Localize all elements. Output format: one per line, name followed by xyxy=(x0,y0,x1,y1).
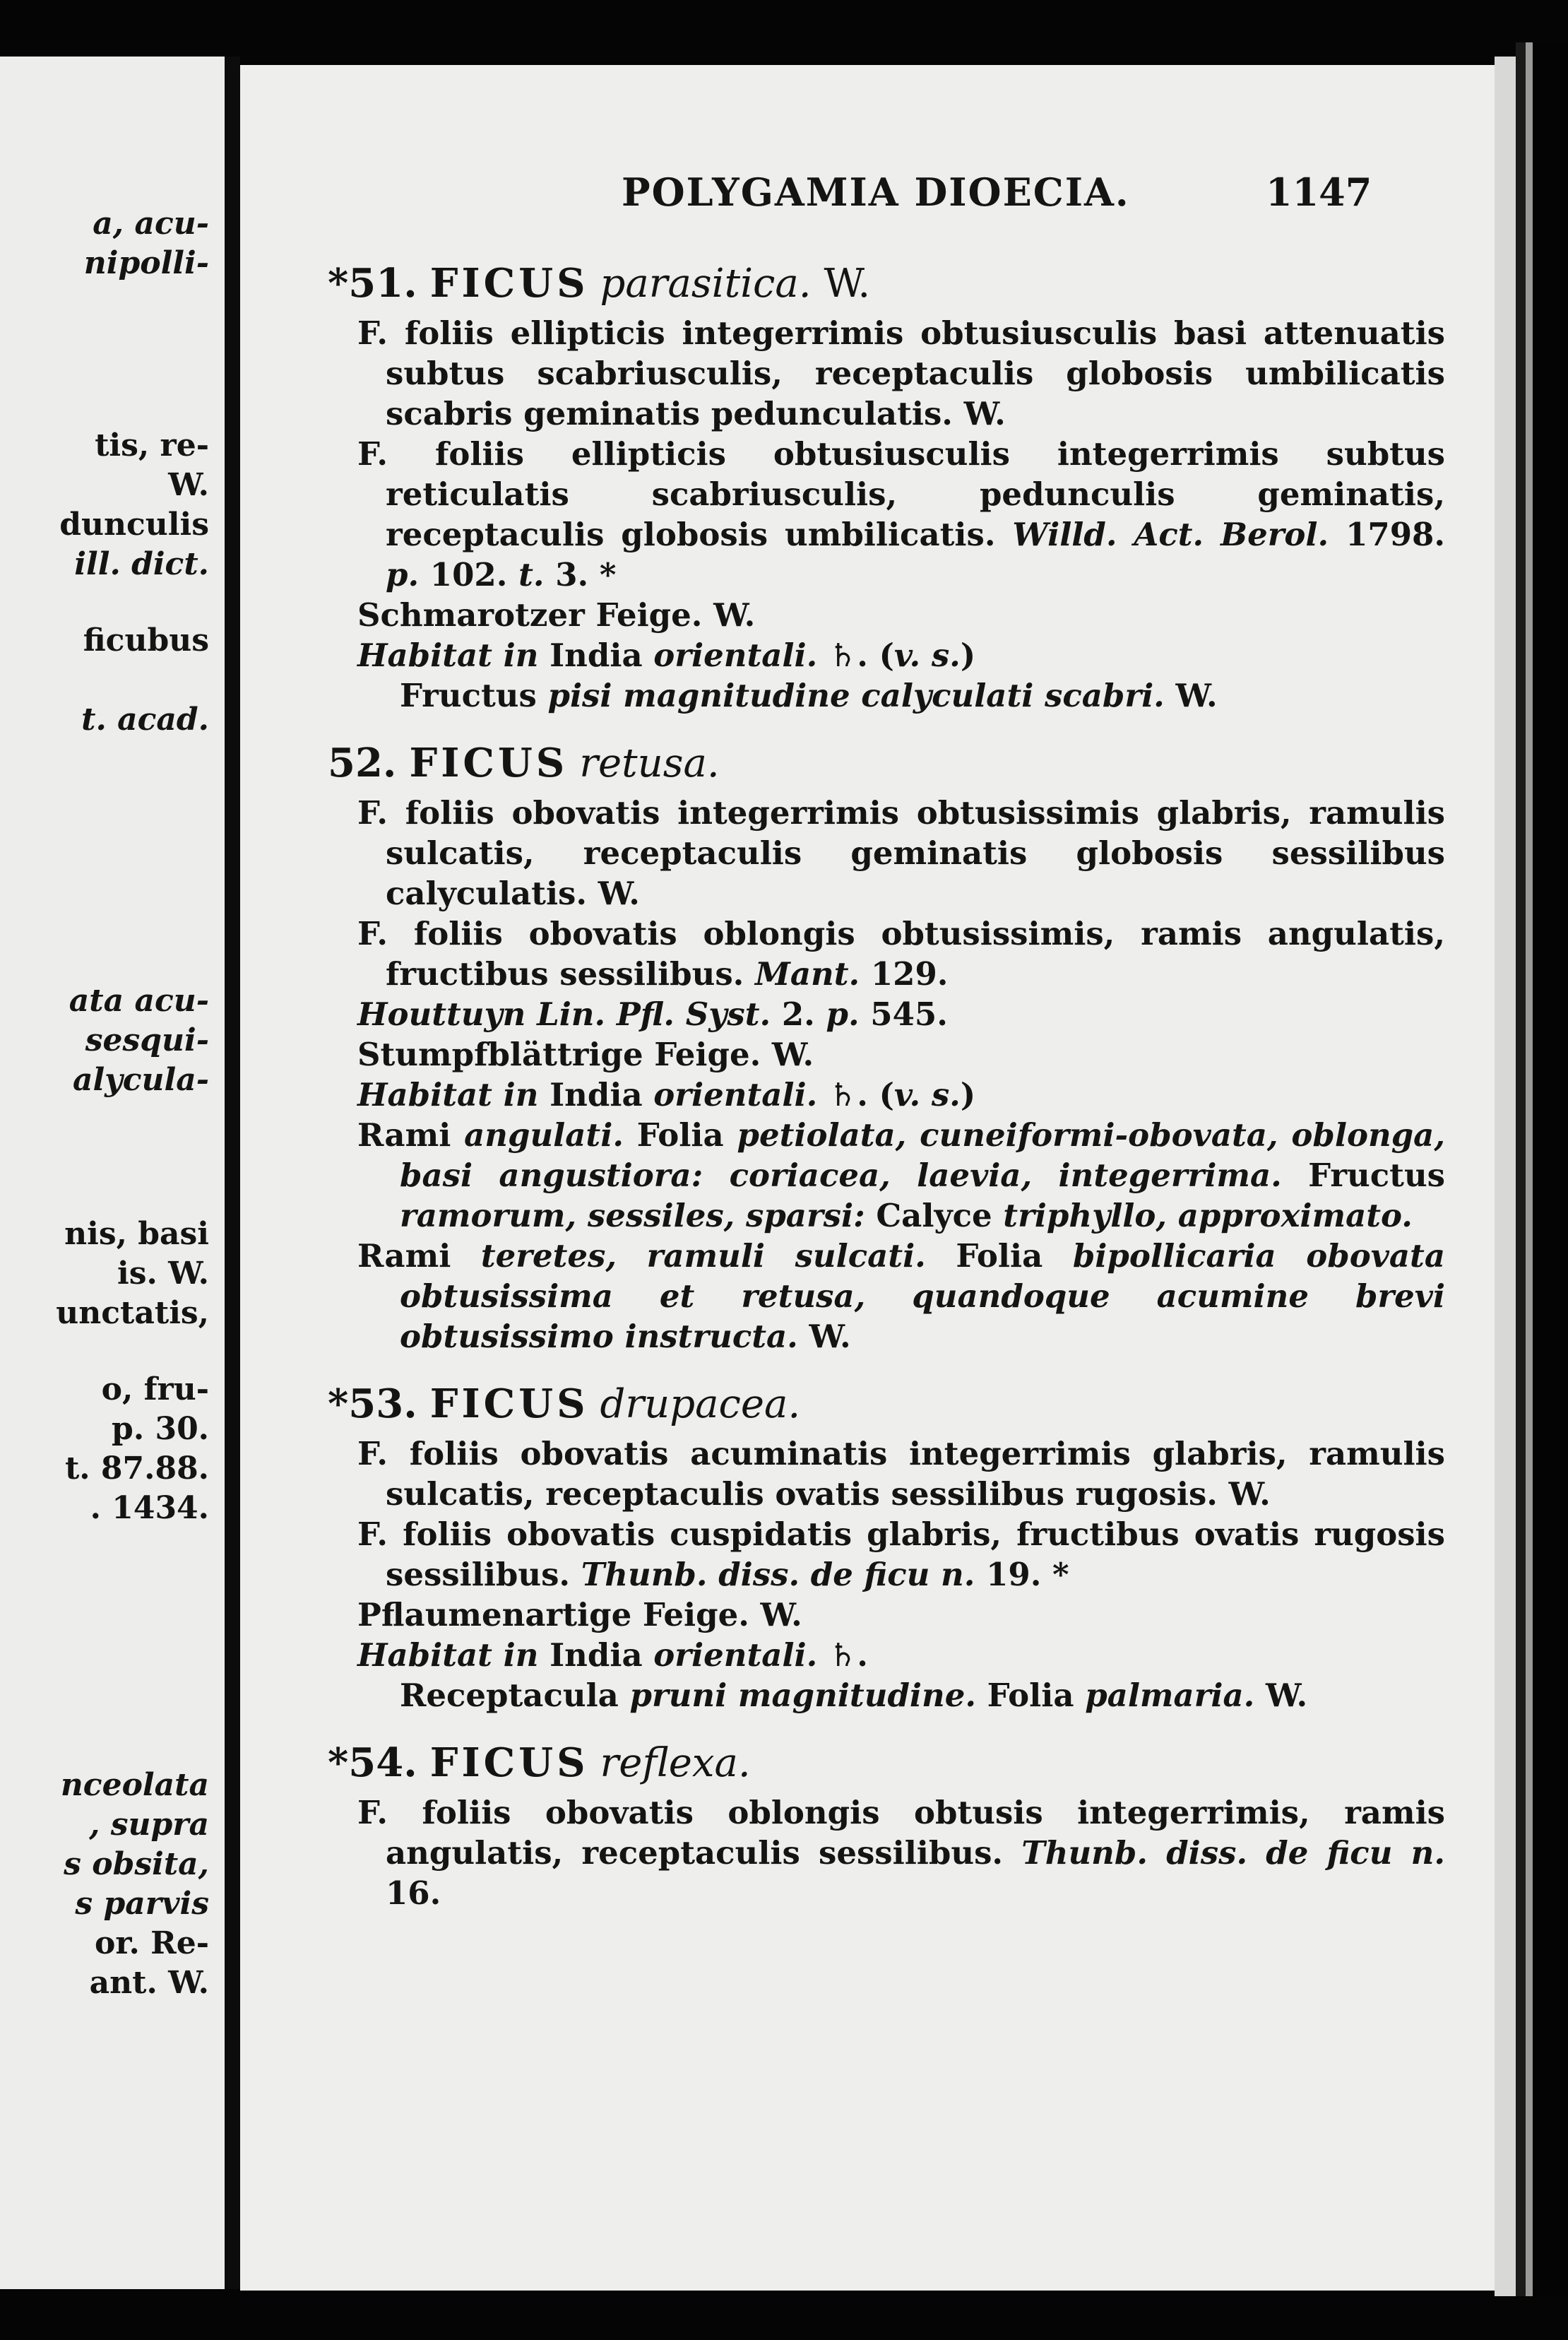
entry-paragraph: Stumpfblättrige Feige. W. xyxy=(357,1036,814,1073)
authority: W. xyxy=(824,261,871,307)
entry-paragraph: F. foliis obovatis integerrimis obtusissimis glabris, ramulis sulcatis, receptaculis geminatis globosis sessilibus calyculatis. W. xyxy=(357,794,1445,912)
entry-paragraph: Fructus pisi magnitudine calyculati scabri. W. xyxy=(400,677,1218,714)
genus-name: FICUS xyxy=(409,740,569,786)
facing-page-text-fragment: o, fru- xyxy=(101,1371,209,1407)
facing-page-text-fragment: t. 87.88. xyxy=(64,1450,209,1487)
facing-page-text-fragment: ill. dict. xyxy=(74,546,209,582)
species-entry xyxy=(328,716,1446,1357)
facing-page-text-fragment: nis, basi xyxy=(64,1216,209,1252)
entry-paragraph: F. foliis ellipticis integerrimis obtusiusculis basi attenuatis subtus scabriusculis, receptaculis globosis umbilicatis scabris geminatis pedunculatis. W. xyxy=(357,314,1445,432)
facing-page-text-fragment: ant. W. xyxy=(89,1965,209,2001)
page-content xyxy=(328,247,1446,1913)
entry-paragraph: Habitat in India orientali. ♄. (v. s.) xyxy=(357,637,976,674)
running-head xyxy=(240,170,1377,226)
facing-page-text-fragment: ficubus xyxy=(83,622,209,658)
entry-paragraph: F. foliis obovatis acuminatis integerrimis glabris, ramulis sulcatis, receptaculis ovatis sessilibus rugosis. W. xyxy=(357,1435,1445,1513)
species-entry xyxy=(328,254,1445,716)
facing-page-text-fragment: nceolata xyxy=(60,1767,209,1803)
species-name: retusa. xyxy=(579,740,720,786)
species-name: parasitica. xyxy=(600,261,812,307)
page-number: 1147 xyxy=(1266,170,1372,215)
entry-heading xyxy=(328,254,1445,313)
page-edge xyxy=(1495,57,1516,2296)
book-page xyxy=(240,65,1495,2291)
genus-name: FICUS xyxy=(429,260,589,307)
species-entry xyxy=(328,1715,1445,1913)
facing-page-text-fragment: is. W. xyxy=(117,1255,209,1292)
entry-heading xyxy=(328,1734,1445,1792)
genus-name: FICUS xyxy=(429,1739,589,1786)
book-gutter xyxy=(225,57,240,2289)
facing-page-text-fragment: t. acad. xyxy=(81,702,209,738)
species-entry xyxy=(328,1357,1445,1715)
facing-page-text-fragment: s parvis xyxy=(75,1886,209,1922)
entry-paragraph: F. foliis obovatis cuspidatis glabris, fructibus ovatis rugosis sessilibus. Thunb. diss. de ficu n. 19. * xyxy=(357,1515,1445,1593)
entry-paragraph: F. foliis obovatis oblongis obtusissimis, ramis angulatis, fructibus sessilibus. Mant. 129. xyxy=(357,915,1445,993)
entry-paragraph: Receptacula pruni magnitudine. Folia palmaria. W. xyxy=(400,1677,1308,1714)
facing-page-fragment xyxy=(0,57,225,2289)
facing-page-text-fragment: . 1434. xyxy=(90,1490,209,1526)
entry-number: *51. xyxy=(328,260,417,307)
page-edge-shadow xyxy=(1516,42,1526,2296)
facing-page-text-fragment: or. Re- xyxy=(95,1925,209,1961)
entry-paragraph: Houttuyn Lin. Pfl. Syst. 2. p. 545. xyxy=(357,995,948,1033)
entry-number: *53. xyxy=(328,1381,417,1427)
page-edge-highlight xyxy=(1526,42,1533,2296)
running-title: POLYGAMIA DIOECIA. xyxy=(622,170,1130,215)
entry-paragraph: Rami angulati. Folia petiolata, cuneiformi-obovata, oblonga, basi angustiora: coriacea, laevia, integerrima. Fructus ramorum, sessiles, sparsi: Calyce triphyllo, approximato. xyxy=(357,1116,1446,1234)
facing-page-text-fragment: a, acu- xyxy=(93,206,209,242)
facing-page-text-fragment: nipolli- xyxy=(83,245,209,281)
entry-paragraph: Habitat in India orientali. ♄. (v. s.) xyxy=(357,1076,976,1113)
facing-page-text-fragment: sesqui- xyxy=(85,1022,209,1058)
entry-heading xyxy=(328,734,1445,793)
entry-paragraph: Habitat in India orientali. ♄. xyxy=(357,1636,868,1674)
background-edge xyxy=(1533,42,1568,2296)
facing-page-text-fragment: W. xyxy=(168,467,209,503)
entry-heading xyxy=(328,1375,1445,1434)
facing-page-text-fragment: s obsita, xyxy=(64,1846,209,1882)
entry-paragraph: F. foliis obovatis oblongis obtusis integerrimis, ramis angulatis, receptaculis sessilibus. Thunb. diss. de ficu n. 16. xyxy=(357,1794,1445,1912)
entry-number: 52. xyxy=(328,740,397,786)
genus-name: FICUS xyxy=(429,1381,589,1427)
entry-paragraph: Schmarotzer Feige. W. xyxy=(357,596,756,634)
entry-paragraph: Pflaumenartige Feige. W. xyxy=(357,1596,802,1633)
facing-page-text-fragment: p. 30. xyxy=(112,1411,209,1447)
species-name: drupacea. xyxy=(600,1381,801,1427)
entry-paragraph: Rami teretes, ramuli sulcati. Folia bipollicaria obovata obtusissima et retusa, quandoque acumine brevi obtusissimo instructa. W. xyxy=(357,1237,1445,1355)
facing-page-text-fragment: alycula- xyxy=(72,1062,209,1098)
entry-paragraph: F. foliis ellipticis obtusiusculis integerrimis subtus reticulatis scabriusculis, pedunculis geminatis, receptaculis globosis umbilicatis. Willd. Act. Berol. 1798. p. 102. t. 3. * xyxy=(357,435,1445,593)
entry-number: *54. xyxy=(328,1739,417,1786)
facing-page-text-fragment: tis, re- xyxy=(95,427,209,463)
species-name: reflexa. xyxy=(600,1740,751,1786)
facing-page-text-fragment: ata acu- xyxy=(69,983,209,1019)
facing-page-text-fragment: unctatis, xyxy=(56,1295,209,1331)
facing-page-text-fragment: , supra xyxy=(89,1807,209,1843)
facing-page-text-fragment: dunculis xyxy=(59,507,209,543)
